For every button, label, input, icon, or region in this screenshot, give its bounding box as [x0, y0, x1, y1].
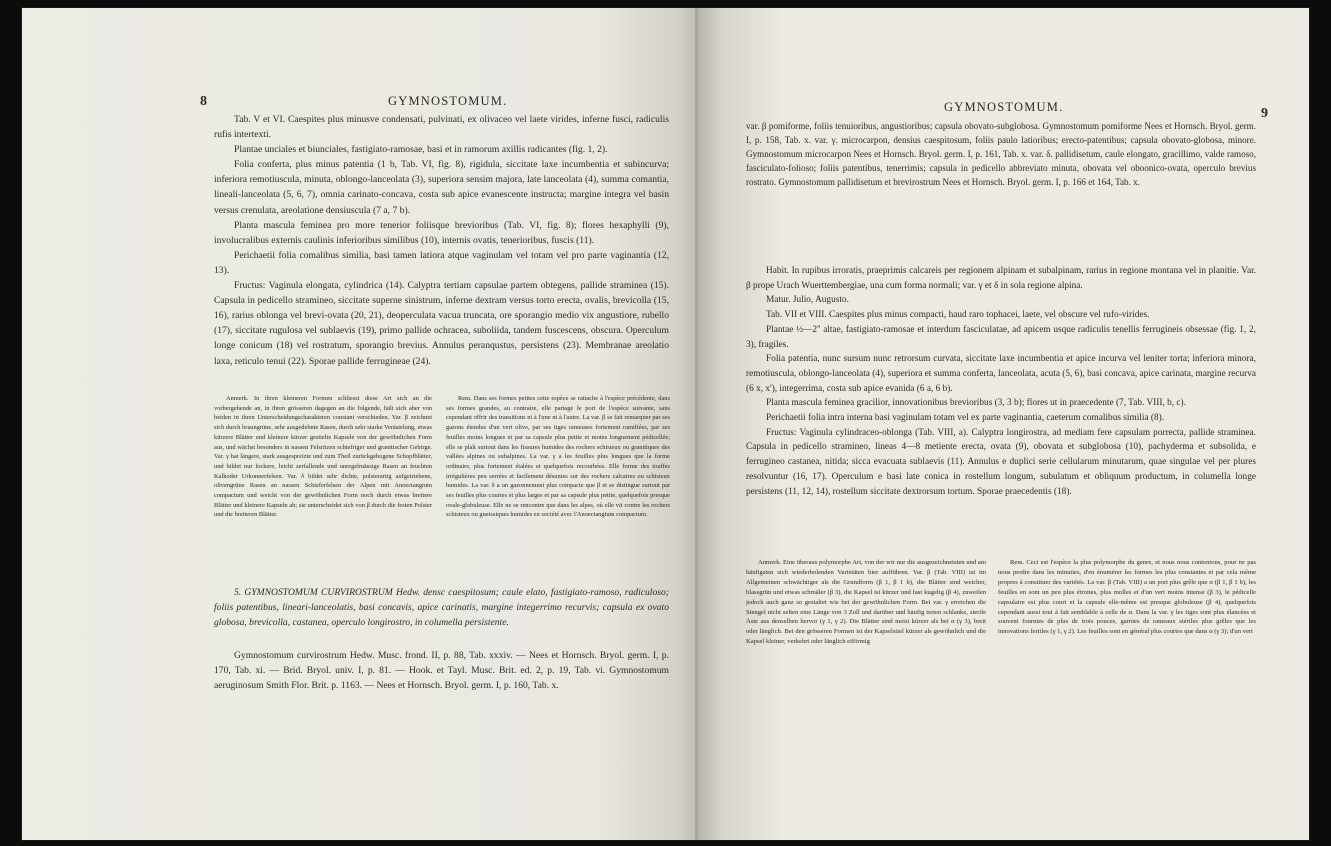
note-german: [214, 394, 432, 520]
synonymy: [214, 648, 669, 693]
page-number: 8: [200, 94, 207, 109]
paragraph: Folia patentia, nunc sursum nunc retrorsum curvata, siccitate laxe incumbentia et apice incurva vel leniter torta; inferiora minora, remotiuscula, oblongo-lanceolata (4), superiora et summa conferta, lanceolata, acuta (5, 6), basi concava, apice carinata, margine recurva (6 x, x'), integerrima, costa sub apice evanida (6 a, 6 b).: [746, 354, 1256, 394]
paragraph: Tab. V et VI. Caespites plus minusve condensati, pulvinati, ex olivaceo vel laete virides, inferne fusci, radiculis rufis intertexti.: [214, 114, 669, 141]
paragraph: Plantae ½—2'' altae, fastigiato-ramosae et interdum fasciculatae, ad apicem usque radiculis tenellis ferrugineis obsessae (fig. 1, 2, 3), fragiles.: [746, 324, 1256, 350]
book-spread: [22, 8, 1309, 840]
description-text: [746, 264, 1256, 499]
running-head: GYMNOSTOMUM.: [944, 100, 1064, 114]
note-text: Anmerk. In ihren kleineren Formen schliesst diese Art sich an die vorhergehende an, in ihren grösseren dagegen an die folgende, hält sich aber von beiden in ihren Unterscheidungscharakteren constant verschieden. Var. β zeichnet sich durch braungrüne, sehr ausgedehnte Rasen, durch sehr starke Verästelung, etwas kürzere Blätter und kleinere kürzer gestielte Kapsele von der gewöhnlichen Form aus, und wächst besonders in nassen Felsritzen schiefriger und granitischer Gebirge. Var. γ hat längere, stark ausgespreizte und zum Theil zurückgebogene Schopfblätter, und bildet nur lockere, leicht zerfallende und unregelmässige Rasen an feuchten Kalkoder Urkonnerfelsen. Var. δ bildet sehr dichte, polsterartig aufgetriebene, olivengrüne Rasen an nassen Schieferfelsen der Alpen mit Anoectangium compactum und weicht von der gewöhnlichen Form noch durch etwas breitere Blätter und kleinere Kapseln ab; sie unterscheidet sich von β durch die festen Polster und die breiteren Blätter.: [214, 395, 432, 519]
synonym-list: Gymnostomum curvirostrum Hedw. Musc. frond. II, p. 88, Tab. xxxiv. — Nees et Hornsch. Bryol. germ. I, p. 170, Tab. xi. — Brid. Bryol. univ. I, p. 81. — Hook. et Tayl. Musc. Brit. ed. 2, p. 19, Tab. vi. Gymnostomum aeruginosum Smith Flor. Brit. p. 1163. — Nees et Hornsch. Bryol. germ. I, p. 160, Tab. x.: [214, 650, 669, 692]
note-text: Rem. Ceci est l'espèce la plus polymorphe du genre, et nous nous contentons, pour ne pas nous perdre dans les minuties, d'en énumérer les formes les plus constantes et par cela même propres à constituer des variétés. La var. β (Tab. VIII) a un port plus grêle que α (β 1, β 1 b), les feuilles en sont un peu plus étroites, plus molles et d'un vert moins intense (β 3), le pédicelle capsulaire est plus court et la capsule elle-même est presque globuleuse (β 4), quelquefois cependant aussi tout à fait semblable à celle de α. Dans la var. γ les tiges sont plus élancées et souvent fournies de plus de trois pouces, garnies de rameaux stériles plus grêles que les innovations fertiles (γ 1, γ 2). Les feuilles sont en général plus courtes que dans α (γ 3); d'un vert: [998, 559, 1256, 636]
note-french: [446, 394, 670, 520]
paragraph: Planta mascula feminea pro more tenerior foliisque brevioribus (Tab. VI, fig. 8); flores hexaphylli (9), involucralibus externis caulinis inferioribus similibus (10), internis ovatis, tenerioribus, fuscis (11).: [214, 219, 669, 246]
description-text: [214, 112, 669, 369]
species-heading: 5. GYMNOSTOMUM CURVIROSTRUM Hedw. densc caespitosum; caule elato, fastigiato-ramoso, radiculoso; foliis patentibus, lineari-lanceolatis, basi concavis, apice carinatis, margine integerrimo recurvis; capsula ex ovato globosa, brevicolla, castanea, operculo longirostro, in columella persistente.: [214, 587, 669, 629]
species-diagnosis: [214, 585, 669, 630]
left-page: [22, 8, 698, 840]
varieties-list: [746, 120, 1256, 190]
page-number: 9: [1261, 106, 1268, 121]
paragraph: Tab. VII et VIII. Caespites plus minus compacti, haud raro tophacei, laete, vel obscure vel rufo-virides.: [766, 310, 1150, 321]
note-text: Anmerk. Eine überaus polymorphe Art, von der wir nur die ausgezeichnetsten und am häufigsten sich wiederholenden Varietäten hier aufführen. Var. β (Tab. VIII) ist im Allgemeinen schwächtiger als die Grundform (β 1, β 1 b), die Blätter sind weicher, blassgrün und etwas schmäler (β 3), die Kapsel ist kürzer und fast kugelig (β 4), zuweilen jedoch auch ganz so gestaltet wie bei der gewöhnlichen Form. Bei var. γ erreichen die Stengel nicht selten eine Länge von 3 Zoll und darüber und häufig treten schlanke, sterile Äste aus denselben hervor (γ 1, γ 2). Die Blätter sind meist kürzer als bei α (γ 3), breit oder länglich. Bei den grösseren Formen ist der Kapselstiel kürzer als gewöhnlich und die Kapsel kleiner, verkehrt oder länglich eiförmig: [746, 559, 986, 646]
right-page: [698, 8, 1309, 840]
running-head: GYMNOSTOMUM.: [388, 94, 508, 108]
note-french: [998, 558, 1256, 637]
paragraph: Habit. In rupibus irroratis, praeprimis calcareis per regionem alpinam et subalpinam, rarius in regione montana vel in planitie. Var. β prope Urach Wuerttembergiae, una cum forma normali; var. γ et δ in sola regione alpina.: [746, 266, 1256, 291]
paragraph: Plantae unciales et biunciales, fastigiato-ramosae, basi et in ramorum axillis radicantes (fig. 1, 2).: [234, 144, 608, 156]
note-german: [746, 558, 986, 647]
paragraph: Perichaetii folia intra interna basi vaginulam totam vel ex parte vaginantia, caeterum comalibus similia (8).: [766, 413, 1165, 424]
paragraph: Fructus: Vaginula elongata, cylindrica (14). Calyptra tertiam capsulae partem obtegens, pallide straminea (15). Capsula in pedicello stramineo, siccitate superne sinistrum, inferne dextram versus torto erecta, ovalis, brevicolla (15, 16), rarius oblonga vel brevi-ovata (20, 21), deoperculata vacua truncata, ore sporangio medio vix angustiore, rubello (17), siccitate rugulosa vel sublaevis (19), primo pallide ochracea, suboliida, tandem fuscescens, obscura. Operculum longe conicum (18) vel rostratum, sporangio brevius. Annulus peranqustus, persistens (23). Membranae areolatio laxa, reticulo tenui (22). Sporae pallide ferrugineae (24).: [214, 280, 669, 367]
paragraph: Planta mascula feminea gracilior, innovationibus brevioribus (3, 3 b); flores ut in praecedente (7, Tab. VIII, b, c).: [766, 398, 1186, 409]
paragraph: Fructus: Vaginula cylindraceo-oblonga (Tab. VIII, a). Calyptra longirostra, ad mediam fere capsulam porrecta, pallide straminea. Capsula in pedicello stramineo, lineas 4—8 metiente erecta, ovata (9), obovata et subglobosa (10), pachyderma et subsolida, e ferrugineo castanea, nitida; sicca evacuata sublaevis (11). Annulus e duplici serie cellularum minutarum, quae singulae vel per plures resolvuntur (16, 17). Operculum e basi late conica in rostellum longum, subulatum et obliquum productum, in columella longe persistens (11, 12, 14), rostellum siccitate dextrorsum tortum. Sporae praecedentis (18).: [746, 427, 1256, 497]
varieties-text: var. β pomiforme, foliis tenuioribus, angustioribus; capsula obovato-subglobosa. Gymnostomum pomiforme Nees et Hornsch. Bryol. germ. I, p. 158, Tab. x. var. γ. microcarpon, densius caespitosum, foliis paulo latioribus; erecto-patentibus; capsula obovato-globosa, minore. Gymnostomum microcarpon Nees et Hornsch. Bryol. germ. I, p. 161, Tab. x. var. δ. pallidisetum, caule elongato, gracillimo, valde ramoso, fasciculato-folioso; foliis patentibus, tenerrimis; capsula in pedicello abbreviato minuta, obovata vel oboonico-ovata, operculo brevius rostrato. Gymnostomum pallidisetum et brevirostrum Nees et Hornsch. Bryol. germ. I, p. 166 et 164, Tab. x.: [746, 121, 1256, 187]
paragraph: Matur. Julio, Augusto.: [766, 295, 849, 306]
note-text: Rem. Dans ses formes petites cette espèce se rattache à l'espèce précédente, dans ses formes grandes, au contraire, elle partage le port de l'espèce suivante, sans cependant offrir des transitions ni à l'une ni à l'autre. La var. β se fait remarquer par ses gazons étendus d'un vert olive, par ses tiges rameuses fortement ramifiées, par ses feuilles moins longues et par sa capsule plus petite et moins longuement pédicellée; elle se plaît surtout dans les fissures humides des rochers schisteux ou granitiques des vallées alpines ou subalpines. La var. γ a les feuilles plus longues que la forme ordinaire, plus fortement étalées et quelquefois recourbées. Elle forme des touffes irrégulières peu serrées et facilement désunies sur des rochers calcaires ou schisteux humides. La var. δ a un gazonnement plus compacte que β et se distingue surtout par ses feuilles plus courtes et plus larges et par sa capsule plus petite, quelquefois presque ovale-globuleuse. Elle ne se rencontre que dans les alpes, où elle vit contre les rochers schisteux ou gneissiques humides en société avec l'Anoectangium compactum.: [446, 395, 670, 519]
paragraph: Folia conferta, plus minus patentia (1 b, Tab. VI, fig. 8), rigidula, siccitate laxe incumbentia et subincurva; inferiora remotiuscula, minuta, oblongo-lanceolata (3), superiora sensim majora, late lanceolata (4), summa comantia, lineali-lanceolata (5, 6, 7), omnia carinato-concava, costa sub apice evanescente instructa; margine integra vel basin versus crenulata, areolatione densiuscula (7 a, 7 b).: [214, 159, 669, 216]
paragraph: Perichaetii folia comalibus similia, basi tamen latiora atque vaginulam vel totam vel pro parte vaginantia (12, 13).: [214, 249, 669, 276]
